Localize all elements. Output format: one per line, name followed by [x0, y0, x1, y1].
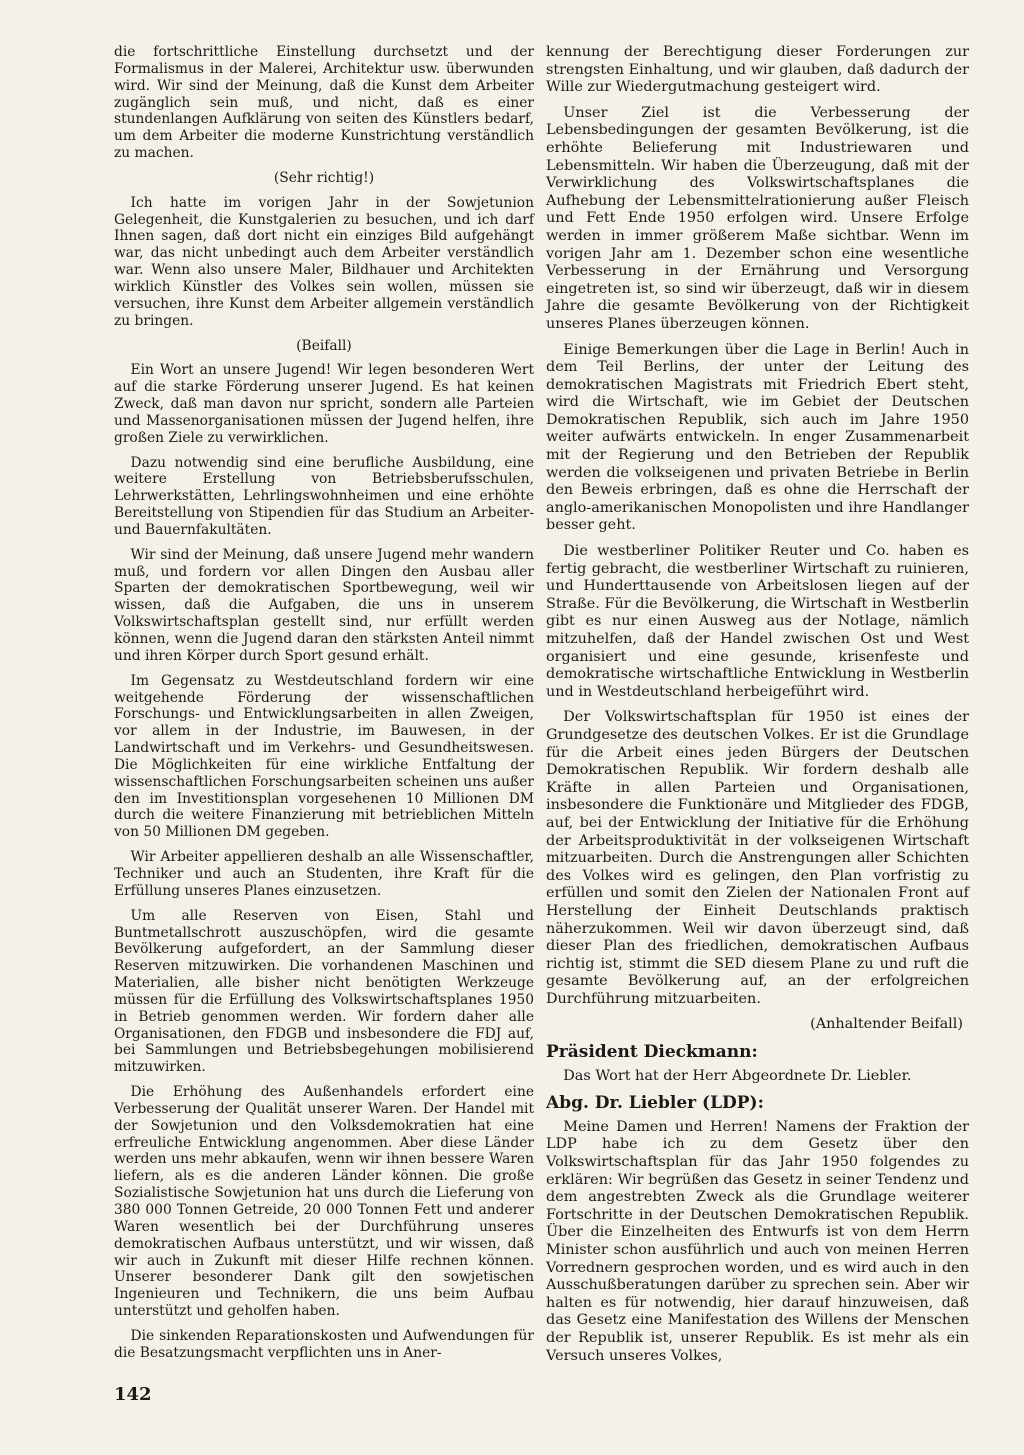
interjection: (Sehr richtig!)	[273, 169, 375, 186]
interjection: (Beifall)	[296, 337, 352, 354]
paragraph: Die Erhöhung des Außenhandels erfordert eine Verbesserung der Qualität unserer Waren. Der Handel mit der Sowjetunion und den Volksdemokratien hat eine erfreuliche Entwicklung angenommen. Aber diese Länder werden uns mehr abkaufen, wenn wir ihnen bessere Waren liefern, als es die anderen Länder können. Die große Sozialistische Sowjetunion hat uns durch die Lieferung von 380 000 Tonnen Getreide, 20 000 Tonnen Fett und anderer Waren wesentlich bei der Durchführung unseres demokratischen Aufbaus unterstützt, und wir wissen, daß wir auch in Zukunft mit dieser Hilfe rechnen können. Unserer besonderer Dank gilt den sowjetischen Ingenieuren und Technikern, die uns beim Aufbau unterstützt und geholfen haben.	[114, 1084, 534, 1320]
paragraph: Ich hatte im vorigen Jahr in der Sowjetunion Gelegenheit, die Kunstgalerien zu besuchen, und ich darf Ihnen sagen, daß dort nicht ein einziges Bild aufgehängt war, das nicht unbedingt auch dem Arbeiter verständlich war. Wenn also unsere Maler, Bildhauer und Architekten wirklich Künstler des Volkes sein wollen, müssen sie versuchen, ihre Kunst dem Arbeiter allgemein verständlich zu bringen.	[114, 194, 534, 329]
paragraph: Das Wort hat der Herr Abgeordnete Dr. Liebler.	[563, 1067, 912, 1084]
speaker-heading: Präsident Dieckmann:	[546, 1042, 758, 1063]
paragraph: Meine Damen und Herren! Namens der Fraktion der LDP habe ich zu dem Gesetz über den Volkswirtschaftsplan für das Jahr 1950 folgendes zu erklären: Wir begrüßen das Gesetz in seiner Tendenz und dem angestrebten Zweck als die Grundlage weiterer Fortschritte in der Deutschen Demokratischen Republik. Über die Einzelheiten des Entwurfs ist von dem Herrn Minister schon ausführlich und auch von meinen Herren Vorrednern gesprochen worden, und es wird auch in den Ausschußberatungen darüber zu sprechen sein. Aber wir halten es für notwendig, hier darauf hinzuweisen, daß das Gesetz eine Manifestation des Willens der Menschen der Republik ist, unserer Republik. Es ist mehr als ein Versuch unseres Volkes,	[546, 1118, 969, 1364]
page-number: 142	[114, 1384, 152, 1405]
paragraph: Ein Wort an unsere Jugend! Wir legen besonderen Wert auf die starke Förderung unserer Jugend. Es hat keinen Zweck, daß man davon nur spricht, sondern alle Parteien und Massenorganisationen müssen der Jugend helfen, ihre großen Ziele zu verwirklichen.	[114, 362, 534, 446]
paragraph: Der Volkswirtschaftsplan für 1950 ist eines der Grundgesetze des deutschen Volkes. Er ist die Grundlage für die Arbeit eines jeden Bürgers der Deutschen Demokratischen Republik. Wir fordern deshalb alle Kräfte in allen Parteien und Organisationen, insbesondere die Funktionäre und Mitglieder des FDGB, auf, bei der Entwicklung der Initiative für die Erhöhung der Arbeitsproduktivität in der volkseigenen Wirtschaft mitzuarbeiten. Durch die Anstrengungen aller Schichten des Volkes wird es gelingen, den Plan vorfristig zu erfüllen und somit den Zielen der Nationalen Front auf Herstellung der Einheit Deutschlands praktisch näherzukommen. Weil wir davon überzeugt sind, daß dieser Plan des friedlichen, demokratischen Aufbaus richtig ist, stimmt die SED diesem Plane zu und ruft die gesamte Bevölkerung auf, an der erfolgreichen Durchführung mitzuarbeiten.	[546, 709, 969, 1007]
continued-paragraph: kennung der Berechtigung dieser Forderungen zur strengsten Einhaltung, und wir glauben, daß dadurch der Wille zur Wiedergutmachung gesteigert wird.	[546, 44, 969, 96]
continued-paragraph: die fortschrittliche Einstellung durchsetzt und der Formalismus in der Malerei, Architektur usw. überwunden wird. Wir sind der Meinung, daß die Kunst dem Arbeiter zugänglich sein muß, und nicht, daß es einer stundenlangen Aufklärung von seiten des Künstlers bedarf, um dem Arbeiter die moderne Kunstrichtung verständlich zu machen.	[114, 44, 534, 162]
speaker-heading: Abg. Dr. Liebler (LDP):	[546, 1093, 764, 1114]
paragraph: Im Gegensatz zu Westdeutschland fordern wir eine weitgehende Förderung der wissenschaftlichen Forschungs- und Entwicklungsarbeiten in allen Zweigen, vor allem in der Industrie, im Bauwesen, in der Landwirtschaft und im Verkehrs- und Gesundheitswesen. Die Möglichkeiten für eine wirkliche Entfaltung der wissenschaftlichen Forschungsarbeiten scheinen uns außer den im Investitionsplan vorgesehenen 10 Millionen DM durch die weitere Finanzierung mit betrieblichen Mitteln von 50 Millionen DM gegeben.	[114, 672, 534, 841]
paragraph: Die sinkenden Reparationskosten und Aufwendungen für die Besatzungsmacht verpflichten uns in Aner-	[114, 1327, 534, 1361]
paragraph: Wir sind der Meinung, daß unsere Jugend mehr wandern muß, und fordern vor allen Dingen den Ausbau aller Sparten der demokratischen Sportbewegung, weil wir wissen, daß die Aufgaben, die uns in unserem Volkswirtschaftsplan gestellt sind, nur erfüllt werden können, wenn die Jugend daran den stärksten Anteil nimmt und ihren Körper durch Sport gesund erhält.	[114, 546, 534, 664]
left-text-column	[114, 44, 534, 1370]
right-text-column	[546, 44, 969, 1373]
paragraph: Unser Ziel ist die Verbesserung der Lebensbedingungen der gesamten Bevölkerung, ist die erhöhte Belieferung mit Industriewaren und Lebensmitteln. Wir haben die Überzeugung, daß mit der Verwirklichung des Volkswirtschaftsplanes die Aufhebung der Lebensmittelrationierung außer Fleisch und Fett Ende 1950 erfolgen wird. Unsere Erfolge werden in immer größerem Maße sichtbar. Wenn im vorigen Jahr am 1. Dezember schon eine wesentliche Verbesserung in der Ernährung und Versorgung eingetreten ist, so sind wir überzeugt, daß wir in diesem Jahre die gesamte Bevölkerung von der Richtigkeit unseres Planes überzeugen können.	[546, 104, 969, 332]
paragraph: Die westberliner Politiker Reuter und Co. haben es fertig gebracht, die westberliner Wirtschaft zu ruinieren, und Hunderttausende von Arbeitslosen liegen auf der Straße. Für die Bevölkerung, die Wirtschaft in Westberlin gibt es nur einen Ausweg aus der Notlage, nämlich mitzuhelfen, daß der Handel zwischen Ost und West organisiert und eine gesunde, krisenfeste und demokratische wirtschaftliche Entwicklung in Westberlin und in Westdeutschland herbeigeführt wird.	[546, 543, 969, 700]
paragraph: Wir Arbeiter appellieren deshalb an alle Wissenschaftler, Techniker und auch an Studenten, ihre Kraft für die Erfüllung unseres Planes einzusetzen.	[114, 849, 534, 899]
paragraph: Um alle Reserven von Eisen, Stahl und Buntmetallschrott auszuschöpfen, wird die gesamte Bevölkerung aufgefordert, an der Sammlung dieser Reserven mitzuwirken. Die vorhandenen Maschinen und Materialien, alle bisher nicht benötigten Werkzeuge müssen für die Erfüllung des Volkswirtschaftsplanes 1950 in Betrieb genommen werden. Wir fordern daher alle Organisationen, den FDGB und insbesondere die FDJ auf, bei Sammlungen und Betriebsbegehungen mobilisierend mitzuwirken.	[114, 907, 534, 1076]
paragraph: Einige Bemerkungen über die Lage in Berlin! Auch in dem Teil Berlins, der unter der Leitung des demokratischen Magistrats mit Friedrich Ebert steht, wird die Wirtschaft, wie im Gebiet der Deutschen Demokratischen Republik, sich auch im Jahre 1950 weiter aufwärts entwickeln. In enger Zusammenarbeit mit der Regierung und den Betrieben der Republik werden die volkseigenen und privaten Betriebe in Berlin den Beweis erbringen, daß es ohne die Herrschaft der anglo-amerikanischen Monopolisten und ihre Handlanger besser geht.	[546, 341, 969, 534]
interjection: (Anhaltender Beifall)	[810, 1016, 963, 1033]
paragraph: Dazu notwendig sind eine berufliche Ausbildung, eine weitere Erstellung von Betriebsberufsschulen, Lehrwerkstätten, Lehrlingswohnheimen und eine erhöhte Bereitstellung von Stipendien für das Studium an Arbeiter- und Bauernfakultäten.	[114, 454, 534, 538]
